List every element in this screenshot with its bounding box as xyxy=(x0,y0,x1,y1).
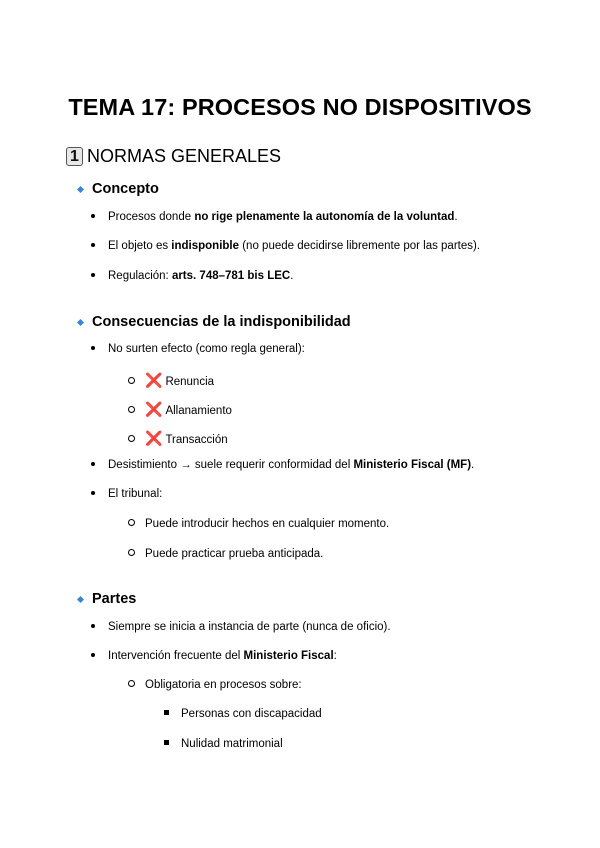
subsection-heading: Partes xyxy=(92,591,137,607)
text: Personas con discapacidad xyxy=(181,708,322,720)
section-heading-normas-generales xyxy=(66,146,281,167)
text: . xyxy=(471,459,475,471)
text: Obligatoria en procesos sobre: xyxy=(145,679,302,691)
hollow-bullet-icon xyxy=(128,549,135,556)
bullet-icon xyxy=(91,273,95,277)
text: Intervención frecuente del xyxy=(108,650,244,662)
keycap-number-icon: 1 xyxy=(66,147,83,166)
diamond-bullet-icon xyxy=(77,318,84,325)
bullet-icon xyxy=(91,653,95,657)
list-item xyxy=(128,430,228,447)
bold-text: arts. 748–781 bis LEC xyxy=(171,270,291,282)
text: Renuncia xyxy=(165,376,215,388)
hollow-bullet-icon xyxy=(128,680,135,687)
list-item xyxy=(164,708,322,720)
text: Siempre se inicia a instancia de parte (nunca de oficio). xyxy=(108,621,391,633)
text: Procesos donde xyxy=(108,211,195,223)
bullet-icon xyxy=(91,346,95,350)
text: Nulidad matrimonial xyxy=(181,738,283,750)
subsection-consecuencias xyxy=(78,314,351,330)
list-item xyxy=(91,459,474,471)
hollow-bullet-icon xyxy=(128,406,135,413)
list-item xyxy=(91,270,293,282)
page-title: TEMA 17: PROCESOS NO DISPOSITIVOS xyxy=(68,94,532,120)
bold-text: Ministerio Fiscal xyxy=(243,650,334,662)
list-item xyxy=(91,650,337,662)
text: Regulación: xyxy=(108,270,172,282)
subsection-concepto xyxy=(78,181,159,197)
text: (no puede decidirse libremente por las partes). xyxy=(239,240,481,252)
list-item xyxy=(164,738,283,750)
cross-mark-icon: ❌ xyxy=(145,401,163,417)
text: : xyxy=(333,650,337,662)
list-item xyxy=(91,240,480,252)
list-item xyxy=(128,372,214,389)
section-heading-text: NORMAS GENERALES xyxy=(87,146,282,166)
text: Desistimiento → suele requerir conformidad del xyxy=(108,459,354,471)
text: . xyxy=(290,270,294,282)
list-item xyxy=(91,621,391,633)
list-item xyxy=(128,548,323,560)
hollow-bullet-icon xyxy=(128,519,135,526)
cross-mark-icon: ❌ xyxy=(145,430,163,446)
bold-text: indisponible xyxy=(171,240,240,252)
diamond-bullet-icon xyxy=(77,595,84,602)
bullet-icon xyxy=(91,624,95,628)
text: No surten efecto (como regla general): xyxy=(108,343,305,355)
list-item xyxy=(91,343,305,355)
subsection-heading: Consecuencias de la indisponibilidad xyxy=(92,314,351,330)
text: Allanamiento xyxy=(165,405,232,417)
diamond-bullet-icon xyxy=(77,185,84,192)
bullet-icon xyxy=(91,491,95,495)
text: Puede introducir hechos en cualquier momento. xyxy=(145,518,390,530)
text: Transacción xyxy=(165,434,228,446)
bold-text: Ministerio Fiscal (MF) xyxy=(353,459,472,471)
hollow-bullet-icon xyxy=(128,435,135,442)
list-item xyxy=(128,401,232,418)
hollow-bullet-icon xyxy=(128,377,135,384)
text: El tribunal: xyxy=(108,488,163,500)
bullet-icon xyxy=(91,462,95,466)
list-item xyxy=(91,488,162,500)
subsection-partes xyxy=(78,591,136,607)
text: Puede practicar prueba anticipada. xyxy=(145,548,324,560)
bullet-icon xyxy=(91,214,95,218)
list-item xyxy=(128,518,389,530)
square-bullet-icon xyxy=(164,740,169,745)
text: El objeto es xyxy=(108,240,172,252)
square-bullet-icon xyxy=(164,710,169,715)
text: . xyxy=(454,211,458,223)
bullet-icon xyxy=(91,243,95,247)
list-item xyxy=(128,679,302,691)
list-item xyxy=(91,211,458,223)
cross-mark-icon: ❌ xyxy=(145,372,163,388)
bold-text: no rige plenamente la autonomía de la voluntad xyxy=(194,211,455,223)
subsection-heading: Concepto xyxy=(92,181,159,197)
